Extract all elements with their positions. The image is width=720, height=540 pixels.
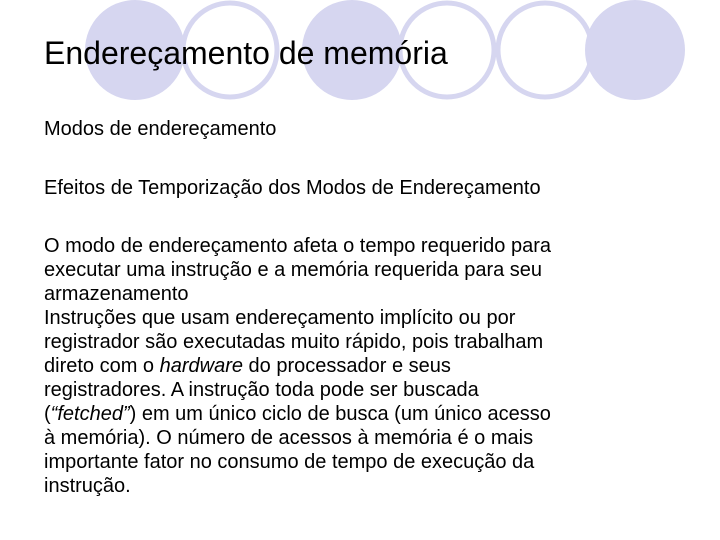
paragraph-line: instrução. — [44, 475, 131, 497]
paragraph-line — [44, 354, 684, 378]
text-run: ( — [44, 403, 51, 425]
paragraph-line: Instruções que usam endereçamento implícito ou por — [44, 307, 516, 329]
paragraph-line: importante fator no consumo de tempo de execução da — [44, 451, 535, 473]
text-run: ) em um único ciclo de busca (um único acesso — [129, 403, 551, 425]
paragraph — [44, 234, 684, 306]
slide-body — [44, 234, 684, 498]
slide-subtitle: Modos de endereçamento — [44, 118, 277, 140]
paragraph-line: à memória). O número de acessos à memória é o mais — [44, 427, 534, 449]
text-run: direto com o — [44, 355, 160, 377]
paragraph — [44, 306, 684, 498]
slide-title: Endereçamento de memória — [44, 35, 448, 71]
paragraph-line: registrador são executadas muito rápido, pois trabalham — [44, 331, 544, 353]
paragraph-line: armazenamento — [44, 283, 189, 305]
paragraph-line — [44, 402, 684, 426]
text-run: do processador e seus — [243, 355, 451, 377]
italic-term: hardware — [159, 355, 243, 377]
paragraph-line: registradores. A instrução toda pode ser buscada — [44, 379, 479, 401]
decor-circle-ring — [498, 3, 592, 97]
paragraph-line: executar uma instrução e a memória requerida para seu — [44, 259, 543, 281]
section-heading: Efeitos de Temporização dos Modos de Endereçamento — [44, 177, 541, 199]
decor-circle-filled — [585, 0, 685, 100]
paragraph-line: O modo de endereçamento afeta o tempo requerido para — [44, 235, 551, 257]
italic-term: “fetched” — [50, 403, 130, 425]
